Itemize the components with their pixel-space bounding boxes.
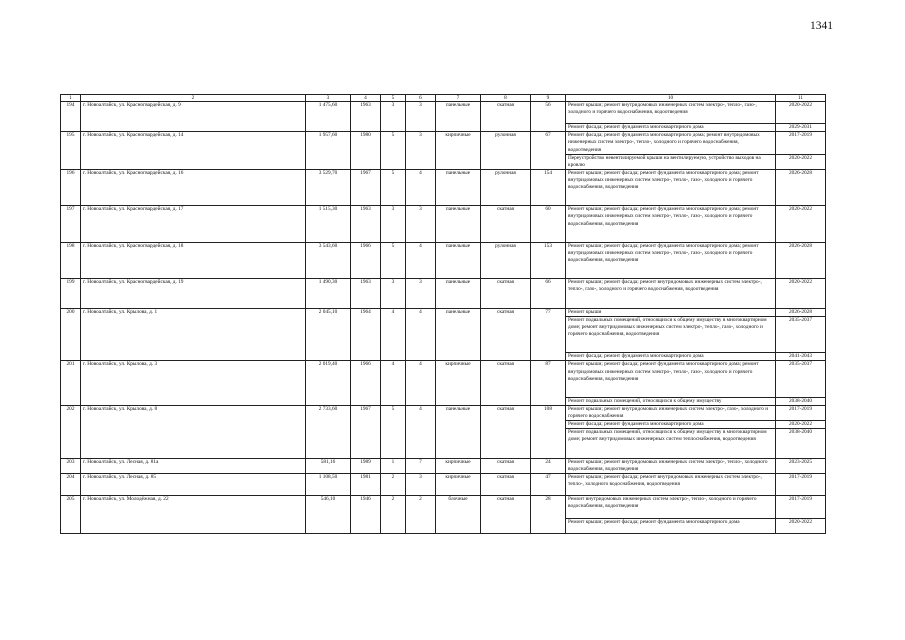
capital-repair-table xyxy=(60,94,826,534)
entrance-count: 3 xyxy=(406,206,436,243)
table-row xyxy=(61,102,826,124)
row-number: 199 xyxy=(61,279,81,308)
row-number: 200 xyxy=(61,308,81,361)
repair-work-description: Ремонт крыши xyxy=(566,308,776,316)
repair-period: 2017-2019 xyxy=(776,132,826,154)
repair-work-description: Переустройство невентилируемой крыши на вентилируемую, устройство выходов на кровлю xyxy=(566,154,776,169)
build-year: 1963 xyxy=(351,102,381,132)
roof-type: скатная xyxy=(481,308,531,361)
building-address: г. Новоалтайск, ул. Крылова, д. 8 xyxy=(81,406,306,459)
building-area: 1 957,60 xyxy=(306,132,351,169)
building-area: 2 019,40 xyxy=(306,361,351,406)
wall-material: кирпичные xyxy=(436,473,481,495)
wall-material: кирпичные xyxy=(436,132,481,169)
row-number: 201 xyxy=(61,361,81,406)
roof-type: скатная xyxy=(481,406,531,459)
roof-type: рулонная xyxy=(481,169,531,206)
apartment-count: 66 xyxy=(531,279,566,308)
apartment-count: 67 xyxy=(531,132,566,169)
building-address: г. Новоалтайск, ул. Лесная, д. 85 xyxy=(81,473,306,495)
apartment-count: 77 xyxy=(531,308,566,361)
column-number-row xyxy=(61,95,826,102)
entrance-count: 3 xyxy=(406,102,436,132)
building-address: г. Новоалтайск, ул. Лесная, д. 81а xyxy=(81,458,306,473)
repair-work-description: Ремонт крыши; ремонт фасада; ремонт фундамента многоквартирного дома; ремонт внутридомовых инженерных систем электро-, тепло-, газо-, холодного и горячего водоснабжения, водоотведения xyxy=(566,206,776,243)
floor-count: 5 xyxy=(381,242,406,279)
entrance-count: 7 xyxy=(406,458,436,473)
repair-work-description: Ремонт подвальных помещений, относящихся к общему имуществу xyxy=(566,397,776,405)
table-row xyxy=(61,132,826,154)
building-address: г. Новоалтайск, ул. Красногвардейская, д. 9 xyxy=(81,102,306,132)
table-row xyxy=(61,308,826,316)
roof-type: скатная xyxy=(481,496,531,533)
row-number: 204 xyxy=(61,473,81,495)
building-area: 2 733,60 xyxy=(306,406,351,459)
row-number: 205 xyxy=(61,496,81,533)
entrance-count: 3 xyxy=(406,132,436,169)
floor-count: 1 xyxy=(381,458,406,473)
repair-period: 2035-2037 xyxy=(776,361,826,398)
repair-work-description: Ремонт крыши; ремонт фасада; ремонт фундамента многоквартирного дома; ремонт внутридомовых инженерных систем электро-, тепло-, газо-, холодного и горячего водоснабжения, водоотведения xyxy=(566,242,776,279)
repair-period: 2020-2022 xyxy=(776,206,826,243)
floor-count: 5 xyxy=(381,169,406,206)
building-area: 3 529,70 xyxy=(306,169,351,206)
building-address: г. Новоалтайск, ул. Красногвардейская, д. 18 xyxy=(81,242,306,279)
apartment-count: 56 xyxy=(531,102,566,132)
repair-period: 2038-2040 xyxy=(776,429,826,458)
repair-period: 2041-2043 xyxy=(776,353,826,361)
build-year: 1964 xyxy=(351,308,381,361)
row-number: 203 xyxy=(61,458,81,473)
build-year: 1963 xyxy=(351,206,381,243)
repair-work-description: Ремонт подвальных помещений, относящихся к общему имуществу в многоквартирном доме; ремонт внутридомовых инженерных систем электро-, тепло-, газо-, холодного и горячего водоснабжения, водоотведения xyxy=(566,316,776,353)
table-row xyxy=(61,242,826,279)
repair-period: 2023-2025 xyxy=(776,458,826,473)
wall-material: панельные xyxy=(436,169,481,206)
repair-period: 2020-2022 xyxy=(776,102,826,124)
entrance-count: 4 xyxy=(406,169,436,206)
build-year: 1966 xyxy=(351,361,381,406)
column-number: 8 xyxy=(481,95,531,102)
wall-material: кирпичные xyxy=(436,361,481,406)
repair-period: 2026-2028 xyxy=(776,169,826,206)
building-area: 581,16 xyxy=(306,458,351,473)
table-row xyxy=(61,279,826,308)
apartment-count: 153 xyxy=(531,242,566,279)
row-number: 198 xyxy=(61,242,81,279)
table-row xyxy=(61,169,826,206)
building-address: г. Новоалтайск, ул. Молодёжная, д. 22 xyxy=(81,496,306,533)
repair-period: 2020-2022 xyxy=(776,518,826,533)
entrance-count: 4 xyxy=(406,361,436,406)
building-address: г. Новоалтайск, ул. Красногвардейская, д. 19 xyxy=(81,279,306,308)
building-area: 1 515,30 xyxy=(306,206,351,243)
table-row xyxy=(61,473,826,495)
floor-count: 5 xyxy=(381,406,406,459)
column-number: 11 xyxy=(776,95,826,102)
row-number: 202 xyxy=(61,406,81,459)
roof-type: скатная xyxy=(481,458,531,473)
floor-count: 2 xyxy=(381,473,406,495)
apartment-count: 87 xyxy=(531,361,566,406)
floor-count: 3 xyxy=(381,206,406,243)
repair-period: 2038-2040 xyxy=(776,397,826,405)
repair-period: 2017-2019 xyxy=(776,496,826,518)
column-number: 6 xyxy=(406,95,436,102)
row-number: 195 xyxy=(61,132,81,169)
repair-work-description: Ремонт крыши; ремонт фасада; ремонт внутридомовых инженерных систем электро-, тепло-, холодного водоснабжения, водоотведения xyxy=(566,473,776,495)
wall-material: кирпичные xyxy=(436,458,481,473)
entrance-count: 4 xyxy=(406,242,436,279)
repair-work-description: Ремонт крыши; ремонт внутридомовых инженерных систем электро-, тепло-, газо-, холодного и горячего водоснабжения, водоотведения xyxy=(566,102,776,124)
table-row xyxy=(61,458,826,473)
floor-count: 2 xyxy=(381,496,406,533)
row-number: 194 xyxy=(61,102,81,132)
repair-work-description: Ремонт крыши; ремонт фасада; ремонт фундамента многоквартирного дома; ремонт внутридомовых инженерных систем электро-, тепло-, газо-, холодного и горячего водоснабжения, водоотведения xyxy=(566,169,776,206)
table-row xyxy=(61,361,826,398)
build-year: 1966 xyxy=(351,242,381,279)
build-year: 1981 xyxy=(351,473,381,495)
building-area: 1 475,60 xyxy=(306,102,351,132)
entrance-count: 4 xyxy=(406,406,436,459)
wall-material: панельные xyxy=(436,308,481,361)
column-number: 10 xyxy=(566,95,776,102)
repair-work-description: Ремонт подвальных помещений, относящихся к общему имуществу в многоквартирном доме; ремонт внутридомовых инженерных систем теплоснабжения, водоотведения xyxy=(566,429,776,458)
column-number: 2 xyxy=(81,95,306,102)
building-area: 3 543,60 xyxy=(306,242,351,279)
column-number: 1 xyxy=(61,95,81,102)
row-number: 196 xyxy=(61,169,81,206)
repair-work-description: Ремонт фасада; ремонт фундамента многоквартирного дома xyxy=(566,353,776,361)
entrance-count: 4 xyxy=(406,308,436,361)
roof-type: рулонная xyxy=(481,242,531,279)
column-number: 5 xyxy=(381,95,406,102)
building-area: 2 045,10 xyxy=(306,308,351,361)
apartment-count: 47 xyxy=(531,473,566,495)
roof-type: скатная xyxy=(481,473,531,495)
roof-type: скатная xyxy=(481,206,531,243)
apartment-count: 24 xyxy=(531,458,566,473)
floor-count: 5 xyxy=(381,132,406,169)
building-area: 546,10 xyxy=(306,496,351,533)
wall-material: панельные xyxy=(436,279,481,308)
entrance-count: 3 xyxy=(406,279,436,308)
floor-count: 4 xyxy=(381,361,406,406)
repair-period: 2020-2022 xyxy=(776,154,826,169)
repair-period: 2026-2028 xyxy=(776,308,826,316)
building-area: 1 108,50 xyxy=(306,473,351,495)
wall-material: панельные xyxy=(436,242,481,279)
repair-work-description: Ремонт крыши; ремонт внутридомовых инженерных систем электро-, газо-, холодного и горячего водоснабжения xyxy=(566,406,776,421)
floor-count: 4 xyxy=(381,308,406,361)
roof-type: скатная xyxy=(481,279,531,308)
repair-period: 2026-2028 xyxy=(776,242,826,279)
repair-work-description: Ремонт фасада; ремонт фундамента многоквартирного дома; ремонт внутридомовых инженерных систем электро-, тепло-, холодного и горячего водоснабжения, водоотведения xyxy=(566,132,776,154)
roof-type: скатная xyxy=(481,102,531,132)
wall-material: панельные xyxy=(436,206,481,243)
column-number: 4 xyxy=(351,95,381,102)
apartment-count: 60 xyxy=(531,206,566,243)
wall-material: блочные xyxy=(436,496,481,533)
build-year: 1963 xyxy=(351,279,381,308)
table-row xyxy=(61,206,826,243)
column-number: 3 xyxy=(306,95,351,102)
repair-work-description: Ремонт фасада; ремонт фундамента многоквартирного дома xyxy=(566,421,776,429)
building-address: г. Новоалтайск, ул. Красногвардейская, д. 14 xyxy=(81,132,306,169)
table-body xyxy=(61,102,826,534)
floor-count: 3 xyxy=(381,102,406,132)
build-year: 1989 xyxy=(351,458,381,473)
build-year: 1980 xyxy=(351,132,381,169)
apartment-count: 28 xyxy=(531,496,566,533)
building-area: 1 490,30 xyxy=(306,279,351,308)
floor-count: 3 xyxy=(381,279,406,308)
roof-type: рулонная xyxy=(481,132,531,169)
row-number: 197 xyxy=(61,206,81,243)
roof-type: скатная xyxy=(481,361,531,406)
building-address: г. Новоалтайск, ул. Красногвардейская, д. 17 xyxy=(81,206,306,243)
repair-period: 2029-2031 xyxy=(776,124,826,132)
build-year: 1946 xyxy=(351,496,381,533)
repair-work-description: Ремонт крыши; ремонт фасада; ремонт внутридомовых инженерных систем электро-, тепло-, газо-, холодного и горячего водоснабжения, водоотведения xyxy=(566,279,776,308)
wall-material: панельные xyxy=(436,406,481,459)
apartment-count: 108 xyxy=(531,406,566,459)
column-number: 7 xyxy=(436,95,481,102)
table-row xyxy=(61,496,826,518)
column-number: 9 xyxy=(531,95,566,102)
build-year: 1967 xyxy=(351,406,381,459)
entrance-count: 3 xyxy=(406,473,436,495)
repair-period: 2035-2037 xyxy=(776,316,826,353)
repair-work-description: Ремонт фасада; ремонт фундамента многоквартирного дома xyxy=(566,124,776,132)
build-year: 1967 xyxy=(351,169,381,206)
apartment-count: 154 xyxy=(531,169,566,206)
repair-period: 2017-2019 xyxy=(776,406,826,421)
repair-period: 2017-2019 xyxy=(776,473,826,495)
entrance-count: 2 xyxy=(406,496,436,533)
page-number: 1341 xyxy=(810,20,833,32)
repair-period: 2020-2022 xyxy=(776,279,826,308)
building-address: г. Новоалтайск, ул. Крылова, д. 3 xyxy=(81,361,306,406)
wall-material: панельные xyxy=(436,102,481,132)
table-row xyxy=(61,406,826,421)
repair-work-description: Ремонт крыши; ремонт фасада; ремонт фундамента многоквартирного дома xyxy=(566,518,776,533)
repair-work-description: Ремонт крыши; ремонт фасада; ремонт фундамента многоквартирного дома; ремонт внутридомовых инженерных систем электро-, тепло-, газо-, холодного и горячего водоснабжения, водоотведения xyxy=(566,361,776,398)
repair-work-description: Ремонт внутридомовых инженерных систем электро-, тепло-, холодного и горячего водоснабжения, водоотведения xyxy=(566,496,776,518)
repair-work-description: Ремонт крыши; ремонт внутридомовых инженерных систем электро-, тепло-, холодного водоснабжения, водоотведения xyxy=(566,458,776,473)
building-address: г. Новоалтайск, ул. Красногвардейская, д. 16 xyxy=(81,169,306,206)
building-address: г. Новоалтайск, ул. Крылова, д. 1 xyxy=(81,308,306,361)
repair-period: 2020-2022 xyxy=(776,421,826,429)
